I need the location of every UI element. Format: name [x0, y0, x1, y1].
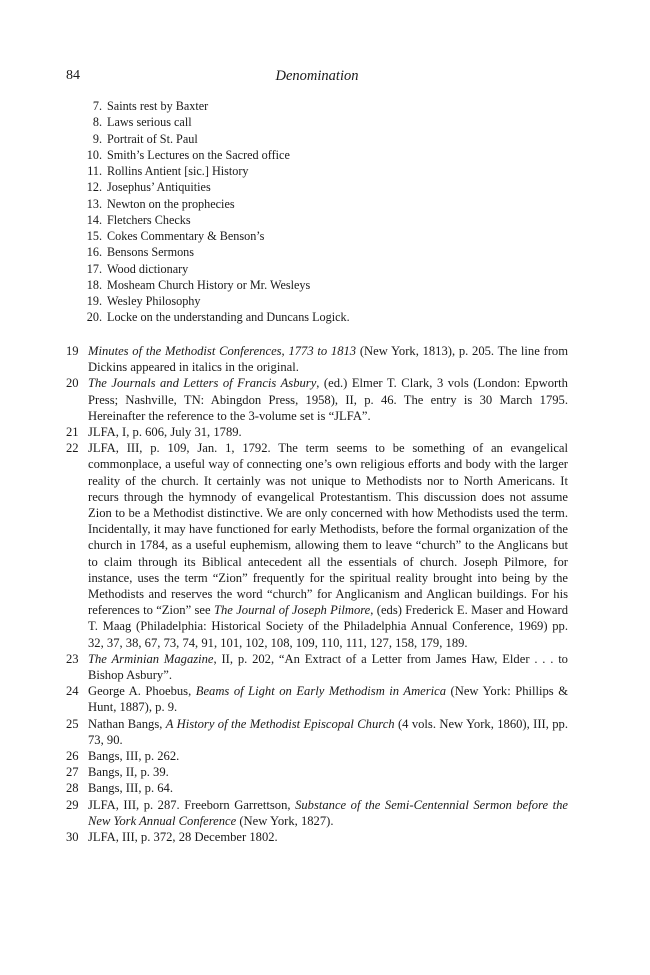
note-text: Bangs, III, p. 262. — [88, 749, 180, 764]
note-30 — [66, 829, 568, 845]
note-26 — [66, 748, 568, 764]
note-19 — [66, 343, 568, 375]
note-title: Minutes of the Methodist Conferences, 1773 to 1813 — [88, 344, 357, 358]
note-number: 21 — [66, 425, 79, 440]
list-item-number: 10. — [86, 147, 102, 162]
list-item — [80, 277, 480, 293]
list-item — [80, 147, 480, 163]
list-item-text: Cokes Commentary & Benson’s — [107, 229, 265, 243]
note-27 — [66, 764, 568, 780]
note-text: Bangs, II, p. 39. — [88, 765, 169, 780]
list-item-text: Saints rest by Baxter — [107, 99, 209, 113]
note-title: Substance of the Semi-Centennial Sermon before the New York Annual Conference — [88, 797, 568, 828]
list-item-number: 7. — [92, 99, 102, 113]
list-item-number: 11. — [87, 164, 102, 178]
list-item-number: 15. — [86, 229, 102, 243]
note-29 — [66, 797, 568, 829]
list-item-text: Rollins Antient [sic.] History — [107, 164, 249, 178]
note-24 — [66, 683, 568, 715]
list-item-text: Wood dictionary — [107, 261, 189, 276]
list-item — [80, 98, 480, 114]
note-number: 30 — [66, 830, 79, 845]
list-item-number: 8. — [92, 115, 102, 130]
list-item-text: Fletchers Checks — [107, 212, 191, 227]
note-text: JLFA, III, p. 109, Jan. 1, 1792. The term seems to be something of an evangelical commonplace, a useful way of connecting one’s own religious efforts and body with the larger reality of the church. It certainly was not unique to Methodists nor to North Americans. It recurs through the hymnody of evangelical Protestantism. This discussion does not assume Zion to be a Methodist distinctive. We are only concerned with how Methodists used the term. Incidentally, it may have functioned for early Methodists, before the formal organization of the church in 1784, as a useful euphemism, allowing them to leave “church” to the Anglicans but to claim through its Biblical antecedent all the essentials of church. Joseph Pilmore, for instance, uses the term “Zion” frequently for the spiritual reality brought into being by the Methodists and reserves the word “church” for Anglicanism and Anglican buildings. For his references to “Zion” see — [88, 441, 568, 618]
list-item-number: 12. — [86, 180, 102, 195]
note-text: JLFA, I, p. 606, July 31, 1789. — [88, 425, 242, 440]
list-item-text: Laws serious call — [107, 115, 192, 130]
list-item-number: 20. — [86, 310, 102, 325]
note-number: 25 — [66, 716, 79, 731]
running-title: Denomination — [275, 68, 359, 84]
list-item-text: Smith’s Lectures on the Sacred office — [107, 147, 290, 162]
note-25 — [66, 716, 568, 748]
note-title: The Arminian Magazine — [88, 651, 214, 666]
note-number: 29 — [66, 797, 79, 812]
note-text: JLFA, III, p. 372, 28 December 1802. — [88, 830, 278, 845]
note-number: 23 — [66, 651, 79, 666]
list-item — [80, 196, 480, 212]
list-item — [80, 261, 480, 277]
note-20 — [66, 375, 568, 424]
note-title: A History of the Methodist Episcopal Church — [165, 716, 395, 731]
list-item-text: Bensons Sermons — [107, 245, 195, 260]
list-item-number: 18. — [86, 277, 102, 292]
note-text: George A. Phoebus, — [88, 684, 196, 699]
note-text: (New York: Phillips & Hunt, 1887), p. 9. — [88, 684, 568, 715]
note-number: 27 — [66, 765, 79, 780]
book-list — [80, 98, 480, 326]
note-number: 22 — [66, 441, 79, 456]
note-text: , II, p. 202, “An Extract of a Letter from James Haw, Elder . . . to Bishop Asbury”. — [88, 651, 568, 683]
list-item — [80, 114, 480, 130]
list-item-number: 19. — [86, 294, 102, 308]
note-number: 24 — [66, 684, 79, 699]
list-item-number: 13. — [86, 196, 102, 211]
note-number: 19 — [66, 344, 79, 358]
list-item-text: Newton on the prophecies — [107, 196, 235, 211]
list-item — [80, 212, 480, 228]
note-28 — [66, 780, 568, 796]
list-item-text: Portrait of St. Paul — [107, 131, 198, 146]
note-text: Bangs, III, p. 64. — [88, 781, 173, 796]
list-item-text: Locke on the understanding and Duncans Logick. — [107, 310, 350, 325]
list-item-number: 17. — [86, 261, 102, 276]
list-item — [80, 244, 480, 260]
page-number: 84 — [66, 68, 80, 83]
list-item-number: 9. — [92, 131, 102, 146]
note-title: Beams of Light on Early Methodism in America — [195, 684, 447, 699]
note-text: (4 vols. New York, 1860), III, pp. 73, 90. — [88, 716, 568, 747]
list-item — [80, 163, 480, 179]
note-text: (New York, 1813), p. 205. The line from Dickins appeared in italics in the original. — [88, 344, 568, 375]
note-text: (New York, 1827). — [236, 813, 334, 828]
list-item-text: Josephus’ Antiquities — [107, 180, 211, 195]
note-22 — [66, 440, 568, 651]
note-text: JLFA, III, p. 287. Freeborn Garrettson, — [88, 797, 296, 812]
endnotes — [66, 343, 568, 845]
note-title: The Journal of Joseph Pilmore — [213, 603, 371, 618]
list-item-text: Mosheam Church History or Mr. Wesleys — [107, 277, 311, 292]
list-item — [80, 228, 480, 244]
note-21 — [66, 424, 568, 440]
note-number: 26 — [66, 749, 79, 764]
list-item — [80, 179, 480, 195]
note-title: The Journals and Letters of Francis Asbury — [88, 376, 317, 391]
list-item-text: Wesley Philosophy — [107, 294, 201, 308]
note-number: 28 — [66, 781, 79, 796]
list-item — [80, 309, 480, 325]
note-text: Nathan Bangs, — [88, 716, 166, 731]
note-text: , (ed.) Elmer T. Clark, 3 vols (London: Epworth Press; Nashville, TN: Abingdon Press, 1958), II, p. 46. The entry is 30 March 1795. Hereinafter the reference to the 3-volume set is “JLFA”. — [88, 376, 568, 423]
note-text: , (eds) Frederick E. Maser and Howard T. Maag (Philadelphia: Historical Society of the Philadelphia Annual Conference, 1969) pp. 32, 37, 38, 67, 73, 74, 91, 101, 102, 108, 109, 110, 111, 127, 158, 179, 189. — [88, 603, 568, 650]
running-header — [66, 68, 568, 88]
note-number: 20 — [66, 376, 79, 391]
list-item — [80, 131, 480, 147]
list-item-number: 16. — [86, 245, 102, 260]
note-23 — [66, 651, 568, 683]
list-item-number: 14. — [86, 212, 102, 227]
list-item — [80, 293, 480, 309]
